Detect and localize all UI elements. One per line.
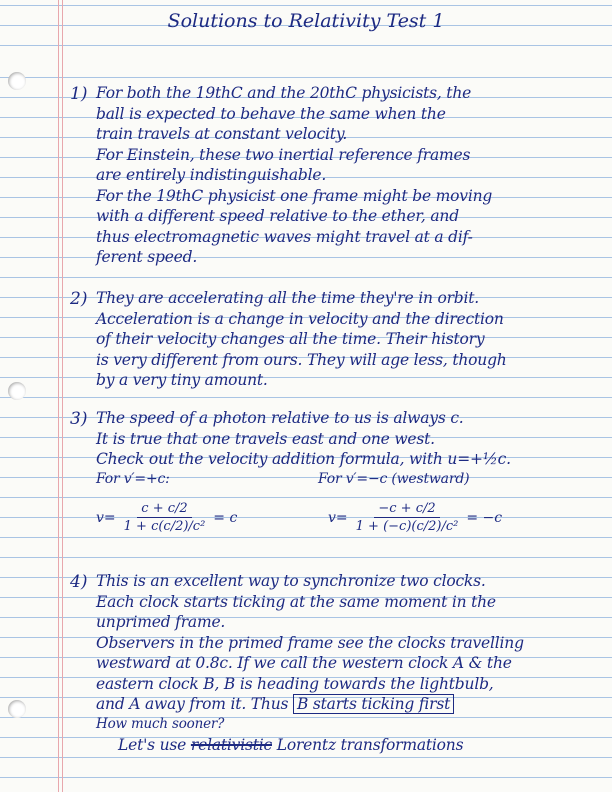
- answer-3-line: Check out the velocity addition formula, with u=+½c.: [96, 450, 511, 468]
- question-1-number: 1): [70, 84, 88, 104]
- question-3-number: 3): [70, 409, 88, 429]
- binder-hole: [8, 382, 26, 400]
- answer-4-line: Each clock starts ticking at the same moment in the: [96, 593, 496, 611]
- answer-2-line: by a very tiny amount.: [96, 371, 268, 389]
- answer-4-line-text: and A away from it. Thus: [96, 695, 289, 713]
- equation-west: [328, 500, 502, 535]
- equation-east-numerator: c + c/2: [137, 500, 191, 518]
- answer-1-line: ball is expected to behave the same when the: [96, 105, 446, 123]
- answer-4-line: unprimed frame.: [96, 613, 226, 631]
- answer-4-line: eastern clock B, B is heading towards the lightbulb,: [96, 675, 494, 693]
- crossed-out-word: relativistic: [190, 736, 272, 754]
- case-west-label: For v′=−c (westward): [318, 471, 470, 487]
- page-title: Solutions to Relativity Test 1: [167, 10, 445, 32]
- answer-1-line: thus electromagnetic waves might travel at a dif-: [96, 228, 473, 246]
- question-4-number: 4): [70, 572, 88, 592]
- equation-east-denominator: 1 + c(c/2)/c²: [123, 519, 206, 534]
- equation-east-fraction: [120, 500, 210, 535]
- answer-4-line: This is an excellent way to synchronize two clocks.: [96, 572, 486, 590]
- answer-4-line: westward at 0.8c. If we call the western clock A & the: [96, 654, 512, 672]
- followup-question: How much sooner?: [96, 716, 225, 732]
- boxed-conclusion: B starts ticking first: [293, 694, 454, 714]
- answer-1-line: For the 19thC physicist one frame might be moving: [96, 187, 493, 205]
- answer-3-line: It is true that one travels east and one west.: [96, 430, 435, 448]
- equation-west-fraction: [352, 500, 463, 535]
- equation-west-lhs: v=: [328, 509, 348, 526]
- equation-west-numerator: −c + c/2: [374, 500, 439, 518]
- answer-1-line: train travels at constant velocity.: [96, 125, 348, 143]
- equation-east-result: = c: [213, 509, 238, 526]
- binder-hole: [8, 700, 26, 718]
- equation-west-denominator: 1 + (−c)(c/2)/c²: [355, 519, 459, 534]
- answer-4-line: [96, 695, 454, 713]
- answer-2-line: is very different from ours. They will age less, though: [96, 351, 507, 369]
- answer-1-line: ferent speed.: [96, 248, 198, 266]
- case-east-label: For v′=+c:: [96, 471, 170, 487]
- last-line-suffix: Lorentz transformations: [276, 736, 464, 754]
- equation-east: [96, 500, 237, 535]
- answer-2-line: They are accelerating all the time they're in orbit.: [96, 289, 480, 307]
- answer-1-line: with a different speed relative to the ether, and: [96, 207, 459, 225]
- question-2-number: 2): [70, 289, 88, 309]
- answer-1-line: are entirely indistinguishable.: [96, 166, 327, 184]
- answer-1-line: For both the 19thC and the 20thC physicists, the: [96, 84, 472, 102]
- answer-2-line: Acceleration is a change in velocity and the direction: [96, 310, 504, 328]
- last-line-prefix: Let's use: [118, 736, 187, 754]
- equation-east-lhs: v=: [96, 509, 116, 526]
- binder-hole: [8, 72, 26, 90]
- answer-4-line: Observers in the primed frame see the clocks travelling: [96, 634, 524, 652]
- answer-4-last-line: [118, 736, 463, 754]
- equation-west-result: = −c: [466, 509, 503, 526]
- answer-3-line: The speed of a photon relative to us is always c.: [96, 409, 464, 427]
- answer-2-line: of their velocity changes all the time. Their history: [96, 330, 485, 348]
- answer-1-line: For Einstein, these two inertial reference frames: [96, 146, 471, 164]
